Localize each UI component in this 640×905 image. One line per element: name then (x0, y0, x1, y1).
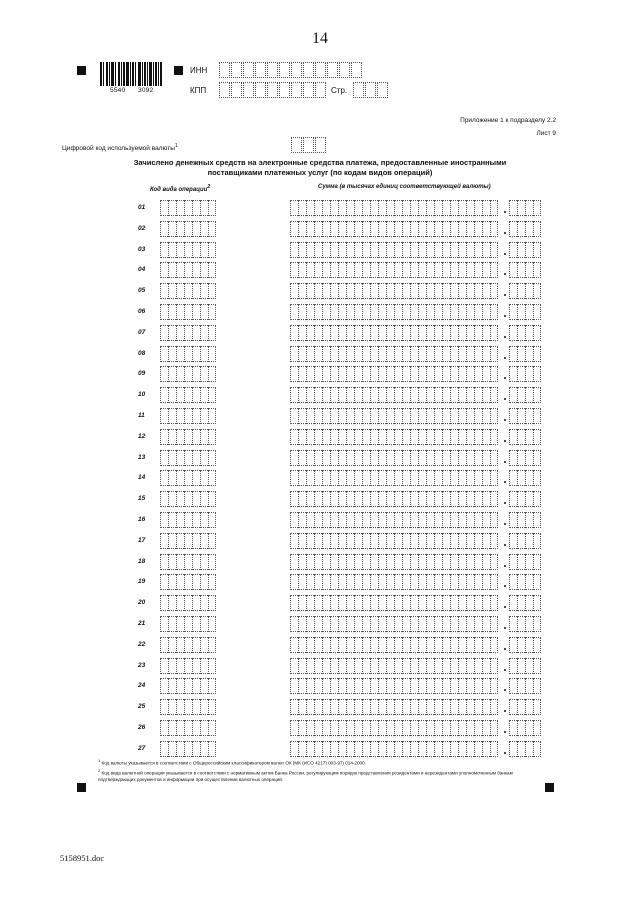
op-code-cells[interactable] (160, 242, 216, 258)
decimal-separator (504, 544, 506, 546)
row-number: 09 (138, 370, 146, 377)
op-code-cells[interactable] (160, 491, 216, 507)
barcode-number-2: 3092 (138, 87, 154, 94)
amount-integer-cells[interactable] (290, 304, 498, 320)
decimal-separator (504, 585, 506, 587)
amount-integer-cells[interactable] (290, 574, 498, 590)
amount-integer-cells[interactable] (290, 262, 498, 278)
kpp-cells[interactable] (219, 82, 327, 98)
op-code-cells[interactable] (160, 200, 216, 216)
amount-integer-cells[interactable] (290, 554, 498, 570)
row-number: 11 (138, 412, 145, 419)
op-code-cells[interactable] (160, 429, 216, 445)
op-code-cells[interactable] (160, 637, 216, 653)
inn-cells[interactable] (219, 62, 363, 78)
amount-decimal-cells[interactable] (509, 678, 541, 694)
op-code-cells[interactable] (160, 699, 216, 715)
footnote-2-text: Код вида валютной операции указывается в соответствии с нормативным актом Банка России, регулирующим порядок представления резидентами и нерезидентами уполномоченным банкам подтверждающих документов и информации при осуществлении валютных операций. (98, 770, 513, 782)
row-number: 23 (138, 662, 146, 669)
amount-integer-cells[interactable] (290, 283, 498, 299)
row-number: 18 (138, 558, 146, 565)
amount-decimal-cells[interactable] (509, 574, 541, 590)
op-code-cells[interactable] (160, 678, 216, 694)
amount-integer-cells[interactable] (290, 637, 498, 653)
amount-decimal-cells[interactable] (509, 408, 541, 424)
barcode-graphic (100, 62, 162, 86)
amount-decimal-cells[interactable] (509, 325, 541, 341)
footnote-1 (98, 758, 528, 767)
amount-integer-cells[interactable] (290, 346, 498, 362)
op-code-cells[interactable] (160, 346, 216, 362)
amount-integer-cells[interactable] (290, 242, 498, 258)
amount-decimal-cells[interactable] (509, 595, 541, 611)
amount-integer-cells[interactable] (290, 699, 498, 715)
page-number: 14 (312, 30, 328, 47)
decimal-separator (504, 315, 506, 317)
op-code-cells[interactable] (160, 512, 216, 528)
footnote-1-mark: 1 (98, 758, 101, 763)
amount-integer-cells[interactable] (290, 512, 498, 528)
op-code-cells[interactable] (160, 450, 216, 466)
amount-decimal-cells[interactable] (509, 304, 541, 320)
amount-integer-cells[interactable] (290, 221, 498, 237)
amount-integer-cells[interactable] (290, 429, 498, 445)
op-code-cells[interactable] (160, 595, 216, 611)
row-number: 06 (138, 308, 146, 315)
decimal-separator (504, 398, 506, 400)
row-number: 16 (138, 516, 146, 523)
decimal-separator (504, 273, 506, 275)
amount-integer-cells[interactable] (290, 491, 498, 507)
op-code-cells[interactable] (160, 720, 216, 736)
amount-decimal-cells[interactable] (509, 470, 541, 486)
op-code-cells[interactable] (160, 325, 216, 341)
op-code-cells[interactable] (160, 658, 216, 674)
amount-decimal-cells[interactable] (509, 387, 541, 403)
amount-integer-cells[interactable] (290, 470, 498, 486)
footnote-2 (98, 768, 528, 783)
row-number: 02 (138, 225, 146, 232)
amount-decimal-cells[interactable] (509, 429, 541, 445)
amount-decimal-cells[interactable] (509, 346, 541, 362)
decimal-separator (504, 565, 506, 567)
currency-code-label (62, 143, 178, 152)
op-code-cells[interactable] (160, 387, 216, 403)
decimal-separator (504, 648, 506, 650)
op-code-cells[interactable] (160, 554, 216, 570)
row-number: 10 (138, 391, 146, 398)
amount-decimal-cells[interactable] (509, 554, 541, 570)
row-number: 27 (138, 745, 146, 752)
kpp-label: КПП (190, 86, 207, 95)
row-number: 07 (138, 329, 146, 336)
corner-marker-top-left (77, 66, 86, 75)
amount-integer-cells[interactable] (290, 533, 498, 549)
amount-decimal-cells[interactable] (509, 200, 541, 216)
footnote-mark-1: 1 (174, 143, 178, 149)
decimal-separator (504, 606, 506, 608)
decimal-separator (504, 336, 506, 338)
amount-integer-cells[interactable] (290, 387, 498, 403)
row-number: 04 (138, 266, 146, 273)
op-code-cells[interactable] (160, 221, 216, 237)
amount-integer-cells[interactable] (290, 325, 498, 341)
amount-decimal-cells[interactable] (509, 491, 541, 507)
corner-marker-bottom-left (77, 783, 86, 792)
op-code-cells[interactable] (160, 470, 216, 486)
op-code-cells[interactable] (160, 574, 216, 590)
decimal-separator (504, 253, 506, 255)
amount-decimal-cells[interactable] (509, 741, 541, 757)
amount-decimal-cells[interactable] (509, 450, 541, 466)
amount-decimal-cells[interactable] (509, 699, 541, 715)
decimal-separator (504, 689, 506, 691)
barcode (100, 62, 162, 86)
op-code-cells[interactable] (160, 408, 216, 424)
amount-decimal-cells[interactable] (509, 242, 541, 258)
decimal-separator (504, 502, 506, 504)
currency-code-cells[interactable] (291, 137, 327, 153)
section-title-line-2: поставщиками платежных услуг (по кодам видов операций) (207, 168, 433, 177)
footnote-mark-2: 2 (207, 184, 211, 190)
decimal-separator (504, 232, 506, 234)
row-number: 15 (138, 495, 146, 502)
op-code-cells[interactable] (160, 741, 216, 757)
amount-decimal-cells[interactable] (509, 262, 541, 278)
decimal-separator (504, 481, 506, 483)
row-number: 26 (138, 724, 146, 731)
amount-decimal-cells[interactable] (509, 616, 541, 632)
row-number: 20 (138, 599, 146, 606)
footnote-1-text: Код валюты указывается в соответствии с Общероссийским классификатором валют ОК (МК (ИСО 4217) 003-97) 014-2000. (101, 760, 366, 766)
op-code-cells[interactable] (160, 304, 216, 320)
amount-integer-cells[interactable] (290, 408, 498, 424)
decimal-separator (504, 294, 506, 296)
row-number: 17 (138, 537, 146, 544)
appendix-line-1: Приложение 1 к подразделу 2.2 (460, 117, 556, 124)
row-number: 01 (138, 204, 146, 211)
amount-integer-cells[interactable] (290, 616, 498, 632)
amount-integer-cells[interactable] (290, 450, 498, 466)
decimal-separator (504, 731, 506, 733)
inn-label: ИНН (190, 66, 208, 75)
corner-marker-top-center (174, 66, 183, 75)
decimal-separator (504, 357, 506, 359)
amount-decimal-cells[interactable] (509, 366, 541, 382)
amount-decimal-cells[interactable] (509, 658, 541, 674)
decimal-separator (504, 669, 506, 671)
barcode-number-1: 5540 (110, 87, 126, 94)
amount-decimal-cells[interactable] (509, 533, 541, 549)
op-code-cells[interactable] (160, 616, 216, 632)
row-number: 05 (138, 287, 146, 294)
amount-decimal-cells[interactable] (509, 283, 541, 299)
amount-integer-cells[interactable] (290, 741, 498, 757)
amount-decimal-cells[interactable] (509, 512, 541, 528)
op-code-cells[interactable] (160, 366, 216, 382)
decimal-separator (504, 419, 506, 421)
amount-integer-cells[interactable] (290, 678, 498, 694)
amount-integer-cells[interactable] (290, 658, 498, 674)
amount-integer-cells[interactable] (290, 595, 498, 611)
amount-decimal-cells[interactable] (509, 720, 541, 736)
amount-integer-cells[interactable] (290, 200, 498, 216)
page-label: Стр. (331, 86, 348, 95)
column-amount: Сумма (в тысячах единиц соответствующей валюты) (318, 184, 491, 190)
amount-decimal-cells[interactable] (509, 637, 541, 653)
op-code-cells[interactable] (160, 262, 216, 278)
row-number: 24 (138, 682, 146, 689)
decimal-separator (504, 440, 506, 442)
row-number: 19 (138, 578, 146, 585)
op-code-cells[interactable] (160, 533, 216, 549)
currency-code-label-text: Цифровой код используемой валюты (62, 145, 175, 153)
decimal-separator (504, 523, 506, 525)
row-number: 13 (138, 454, 146, 461)
amount-decimal-cells[interactable] (509, 221, 541, 237)
op-code-cells[interactable] (160, 283, 216, 299)
decimal-separator (504, 461, 506, 463)
row-number: 21 (138, 620, 146, 627)
column-op-code (150, 184, 210, 193)
row-number: 22 (138, 641, 146, 648)
decimal-separator (504, 627, 506, 629)
page-number-cells[interactable] (353, 82, 389, 98)
amount-integer-cells[interactable] (290, 366, 498, 382)
column-op-code-text: Код вида операции (150, 187, 208, 193)
decimal-separator (504, 710, 506, 712)
footnote-2-mark: 2 (98, 768, 101, 773)
decimal-separator (504, 377, 506, 379)
appendix-line-2: Лист 9 (536, 130, 556, 137)
row-number: 03 (138, 246, 146, 253)
corner-marker-bottom-right (545, 783, 554, 792)
decimal-separator (504, 752, 506, 754)
row-number: 12 (138, 433, 146, 440)
row-number: 08 (138, 350, 146, 357)
document-id: 5158951.doc (60, 853, 105, 863)
decimal-separator (504, 211, 506, 213)
row-number: 14 (138, 474, 146, 481)
amount-integer-cells[interactable] (290, 720, 498, 736)
row-number: 25 (138, 703, 146, 710)
section-title-line-1: Зачислено денежных средств на электронные средства платежа, предоставленные иностранными (133, 158, 507, 167)
